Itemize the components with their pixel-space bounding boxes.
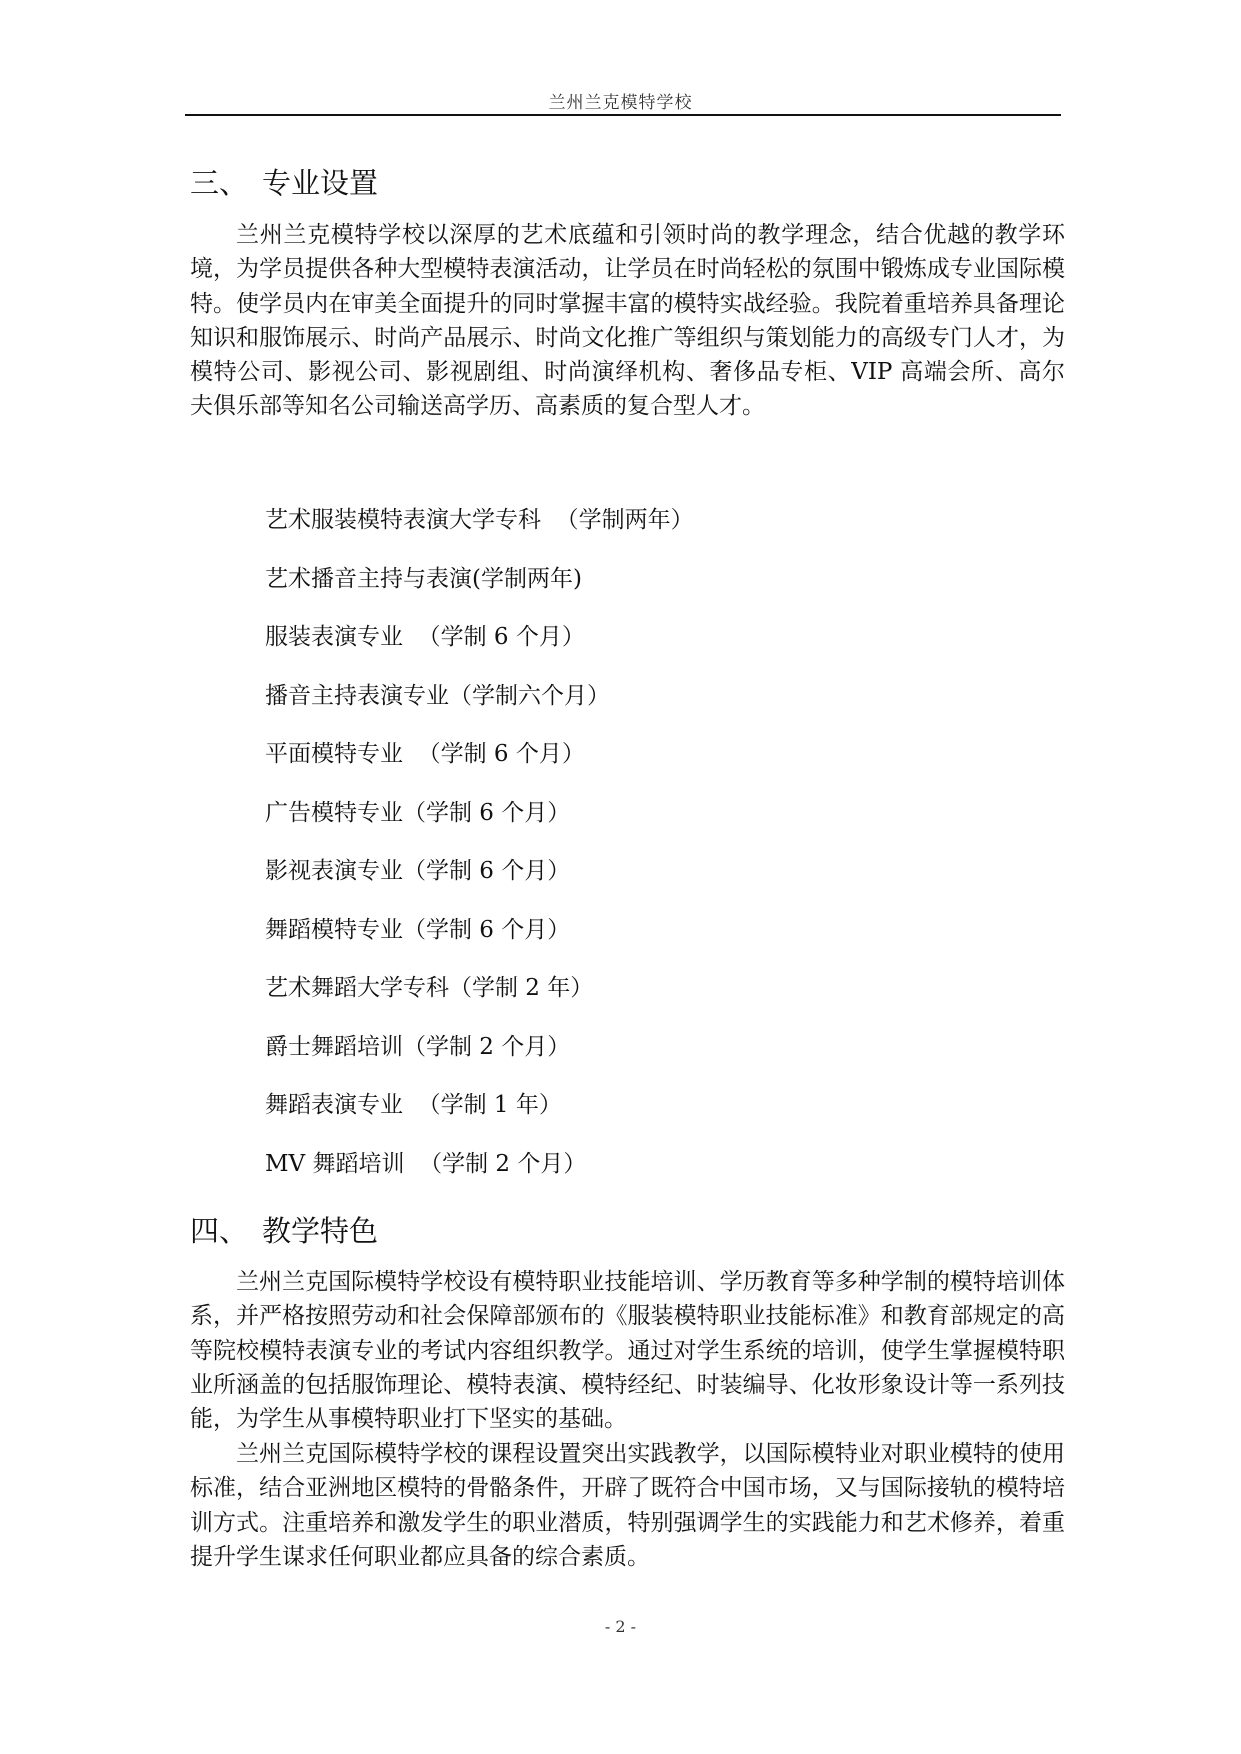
section-3-title: 专业设置 (262, 166, 379, 200)
section-3-number: 三、 (190, 166, 249, 200)
major-item: MV 舞蹈培训 （学制 2 个月） (265, 1150, 587, 1177)
major-item: 艺术服装模特表演大学专科 （学制两年） (265, 507, 694, 533)
major-item: 播音主持表演专业（学制六个月） (265, 682, 610, 709)
major-item: 广告模特专业（学制 6 个月） (265, 799, 571, 826)
major-item: 爵士舞蹈培训（学制 2 个月） (265, 1033, 571, 1060)
page-number: - 2 - (604, 1617, 637, 1636)
major-item: 平面模特专业 （学制 6 个月） (265, 741, 585, 767)
running-header: 兰州兰克模特学校 (548, 93, 693, 113)
major-list (265, 503, 694, 1205)
major-item: 艺术舞蹈大学专科（学制 2 年） (265, 975, 594, 1001)
major-item: 舞蹈表演专业 （学制 1 年） (265, 1092, 562, 1118)
section-4-number: 四、 (190, 1214, 249, 1248)
major-item: 艺术播音主持与表演(学制两年) (265, 565, 582, 592)
section-4-title: 教学特色 (262, 1214, 379, 1248)
header-rule (185, 114, 1061, 116)
section-4-heading (190, 1213, 378, 1249)
major-item: 服装表演专业 （学制 6 个月） (265, 624, 585, 650)
section-3-paragraph: 兰州兰克模特学校以深厚的艺术底蕴和引领时尚的教学理念，结合优越的教学环境，为学员提供各种大型模特表演活动，让学员在时尚轻松的氛围中锻炼成专业国际模特。使学员内在审美全面提升的同时掌握丰富的模特实战经验。我院着重培养具备理论知识和服饰展示、时尚产品展示、时尚文化推广等组织与策划能力的高级专门人才，为模特公司、影视公司、影视剧组、时尚演绎机构、奢侈品专柜、VIP 高端会所、高尔夫俱乐部等知名公司输送高学历、高素质的复合型人才。 (190, 222, 1065, 420)
section-3-heading (190, 165, 378, 201)
major-item: 舞蹈模特专业（学制 6 个月） (265, 916, 571, 943)
section-4-paragraph-2: 兰州兰克国际模特学校的课程设置突出实践教学，以国际模特业对职业模特的使用标准，结合亚洲地区模特的骨骼条件，开辟了既符合中国市场，又与国际接轨的模特培训方式。注重培养和激发学生的职业潜质，特别强调学生的实践能力和艺术修养，着重提升学生谋求任何职业都应具备的综合素质。 (190, 1441, 1065, 1570)
section-4-paragraph-1: 兰州兰克国际模特学校设有模特职业技能培训、学历教育等多种学制的模特培训体系，并严格按照劳动和社会保障部颁布的《服装模特职业技能标准》和教育部规定的高等院校模特表演专业的考试内容组织教学。通过对学生系统的培训，使学生掌握模特职业所涵盖的包括服饰理论、模特表演、模特经纪、时装编导、化妆形象设计等一系列技能，为学生从事模特职业打下坚实的基础。 (190, 1269, 1065, 1433)
major-item: 影视表演专业（学制 6 个月） (265, 858, 571, 884)
